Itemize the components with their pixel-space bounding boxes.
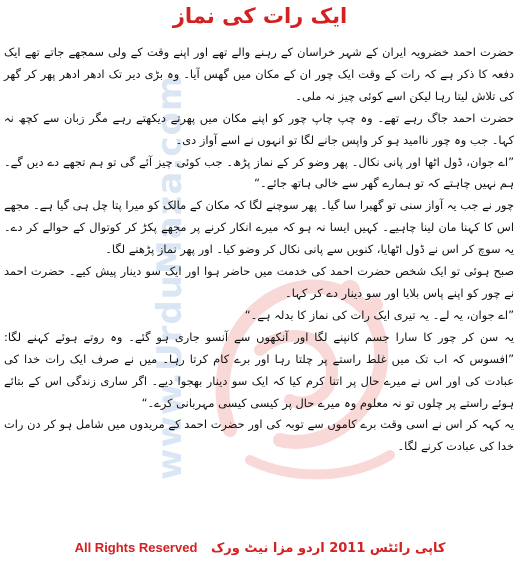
- paragraph: ”اے جوان، یہ لے۔ یہ تیری ایک رات کی نماز کا بدلہ ہے۔“: [244, 307, 514, 322]
- copyright-english: All Rights Reserved: [74, 540, 198, 555]
- copyright-urdu: کاپی رائٹس 2011 اردو مزا نیٹ ورک: [210, 541, 446, 556]
- paragraph: حضرت احمد جاگ رہے تھے۔ وہ چپ چاپ چور کو اپنے مکان میں پھرتے دیکھتے رہے مگر زبان سے کچھ نہ کہا۔ جب وہ چور ناامید ہو کر واپس جانے لگا تو انہوں نے اسے آواز دی۔: [4, 110, 514, 147]
- paragraph: حضرت احمد خضرویہ ایران کے شہر خراسان کے رہنے والے تھے اور اپنے وقت کے ولی سمجھے جاتے تھے ایک دفعہ کا ذکر ہے کہ رات کے وقت ایک چور ان کے مکان میں گھس آیا۔ وہ بڑی دیر تک ادھر ادھر پھر کر گھر کی تلاش لیتا رہا لیکن اسے کوئی چیز نہ ملی۔: [4, 45, 514, 103]
- watermark-site-url: www.UrduMaza.com: [150, 74, 190, 480]
- paragraph: یہ سن کر چور کا سارا جسم کانپنے لگا اور آنکھوں سے آنسو جاری ہو گئے۔ وہ روتے ہوئے کہنے لگا: ”افسوس کہ اب تک میں غلط راستے پر چلتا رہا اور برے کام کرتا رہا۔ میں نے صرف ایک رات خدا کی عبادت کی اور اس نے میرے حال پر اتنا کرم کیا کہ ایک سو دینار بھجوا دیے۔ اگر ساری زندگی اس کے بتائے ہوئے راستے پر چلوں تو نہ معلوم وہ میرے حال پر کیسی کیسی مہربانی کرے۔“: [4, 329, 514, 410]
- page-title: ایک رات کی نماز: [172, 4, 348, 28]
- paragraph: یہ کہہ کر اس نے اسی وقت برے کاموں سے توبہ کی اور حضرت احمد کے مریدوں میں شامل ہو کر دن رات خدا کی عبادت کرنے لگا۔: [4, 417, 514, 454]
- paragraph: چور نے جب یہ آواز سنی تو گھبرا سا گیا۔ پھر سوچنے لگا کہ مکان کے مالک کو میرا پتا چل ہی گیا ہے۔ مجھے اس کا کہنا مان لینا چاہیے۔ کہیں ایسا نہ ہو کہ میرے انکار کرنے پر مجھے پکڑ کر کوتوال کے حوالے کر دے۔ یہ سوچ کر اس نے ڈول اٹھایا، کنویں سے پانی نکال کر وضو کیا۔ اور پھر نماز پڑھنے لگا۔: [4, 198, 514, 257]
- paragraph: ”اے جوان، ڈول اٹھا اور پانی نکال۔ پھر وضو کر کے نماز پڑھ۔ جب کوئی چیز آئے گی تو ہم تجھے دے دیں گے۔ ہم نہیں چاہتے کہ تو ہمارے گھر سے خالی ہاتھ جائے۔“: [4, 154, 514, 191]
- story-body: [4, 42, 514, 458]
- paragraph: صبح ہوئی تو ایک شخص حضرت احمد کی خدمت میں حاضر ہوا اور ایک سو دینار پیش کیے۔ حضرت احمد نے چور کو اپنے پاس بلایا اور سو دینار دے کر کہا۔: [4, 264, 514, 300]
- copyright-footer: [0, 540, 520, 556]
